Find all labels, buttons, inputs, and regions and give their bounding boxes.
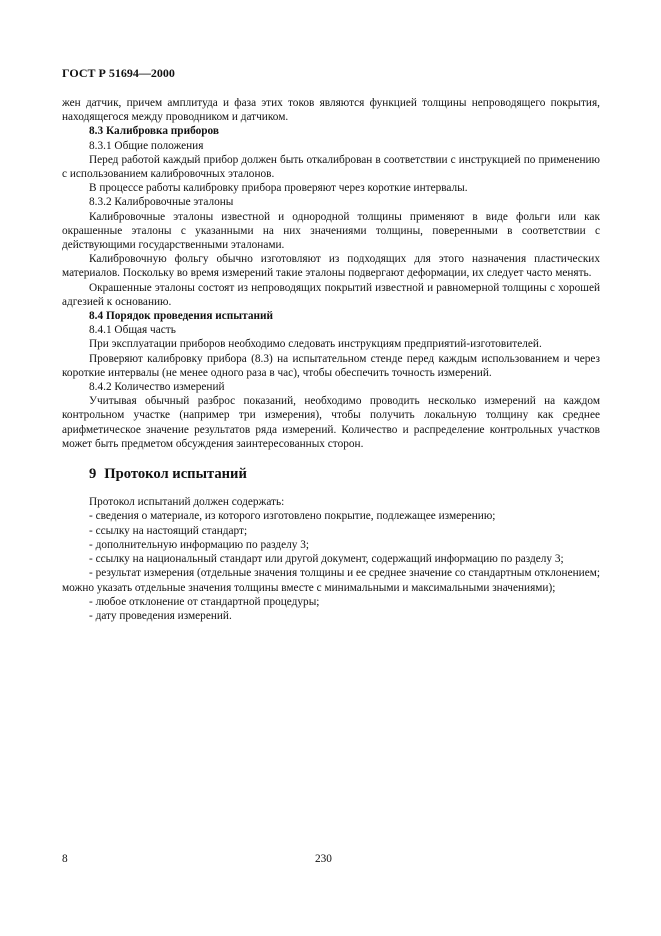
section-8-4-2-heading: 8.4.2 Количество измерений — [89, 381, 225, 394]
section-8-3-1-heading: 8.3.1 Общие положения — [89, 139, 204, 152]
sheet-number: 230 — [315, 853, 332, 865]
paragraph: В процессе работы калибровку прибора проверяют через короткие интервалы. — [89, 182, 468, 195]
list-item: - результат измерения (отдельные значения толщины и ее среднее значение со стандартным отклонением; можно указать отдельные значения толщины вместе с минимальными и максимальными значениями); — [62, 567, 600, 594]
section-8-3-heading: 8.3 Калибровка приборов — [89, 125, 219, 138]
list-item: - сведения о материале, из которого изготовлено покрытие, подлежащее измерению; — [89, 510, 496, 523]
document-body — [62, 96, 600, 623]
list-item: - ссылку на настоящий стандарт; — [89, 524, 248, 537]
section-9-heading — [62, 467, 600, 481]
list-item: - любое отклонение от стандартной процедуры; — [89, 595, 320, 608]
page-number: 8 — [62, 853, 68, 865]
paragraph: Окрашенные эталоны состоят из непроводящих покрытий известной и равномерной толщины с хорошей адгезией к основанию. — [62, 281, 600, 308]
list-item: - ссылку на национальный стандарт или другой документ, содержащий информацию по разделу 3; — [89, 553, 564, 566]
section-8-3-2-heading: 8.3.2 Калибровочные эталоны — [89, 196, 234, 209]
paragraph: Калибровочную фольгу обычно изготовляют из подходящих для этого назначения пластических материалов. Поскольку во время измерений такие эталоны подвергают деформации, их следует часто менять. — [62, 253, 600, 280]
report-lead: Протокол испытаний должен содержать: — [89, 496, 285, 509]
paragraph: При эксплуатации приборов необходимо следовать инструкциям предприятий-изготовителей. — [89, 338, 542, 351]
paragraph: Калибровочные эталоны известной и однородной толщины применяют в виде фольги или как окрашенные эталоны с указанными на них значениями толщины, поверенными в соответствии с действующими государственными эталонами. — [62, 210, 600, 252]
section-9-number: 9 — [89, 466, 97, 483]
section-8-4-heading: 8.4 Порядок проведения испытаний — [89, 310, 273, 323]
section-8-4-1-heading: 8.4.1 Общая часть — [89, 324, 176, 337]
section-9-title: Протокол испытаний — [104, 466, 247, 483]
list-item: - дату проведения измерений. — [89, 609, 232, 622]
paragraph: Перед работой каждый прибор должен быть откалиброван в соответствии с инструкцией по применению с использованием калибровочных эталонов. — [62, 153, 600, 181]
intro-paragraph: жен датчик, причем амплитуда и фаза этих токов являются функцией толщины непроводящего покрытия, находящегося между проводником и датчиком. — [62, 97, 600, 124]
list-item: - дополнительную информацию по разделу 3; — [89, 538, 310, 551]
paragraph: Проверяют калибровку прибора (8.3) на испытательном стенде перед каждым использованием и через короткие интервалы (не менее одного раза в час), чтобы обеспечить точность измерений. — [62, 352, 600, 379]
document-header: ГОСТ Р 51694—2000 — [62, 66, 175, 80]
paragraph: Учитывая обычный разброс показаний, необходимо проводить несколько измерений на каждом контрольном участке (например три измерения), чтобы получить локальную толщину как среднее арифметическое значение результатов ряда измерений. Количество и распределение контрольных участков может быть предметом обсуждения заинтересованных сторон. — [62, 395, 600, 450]
